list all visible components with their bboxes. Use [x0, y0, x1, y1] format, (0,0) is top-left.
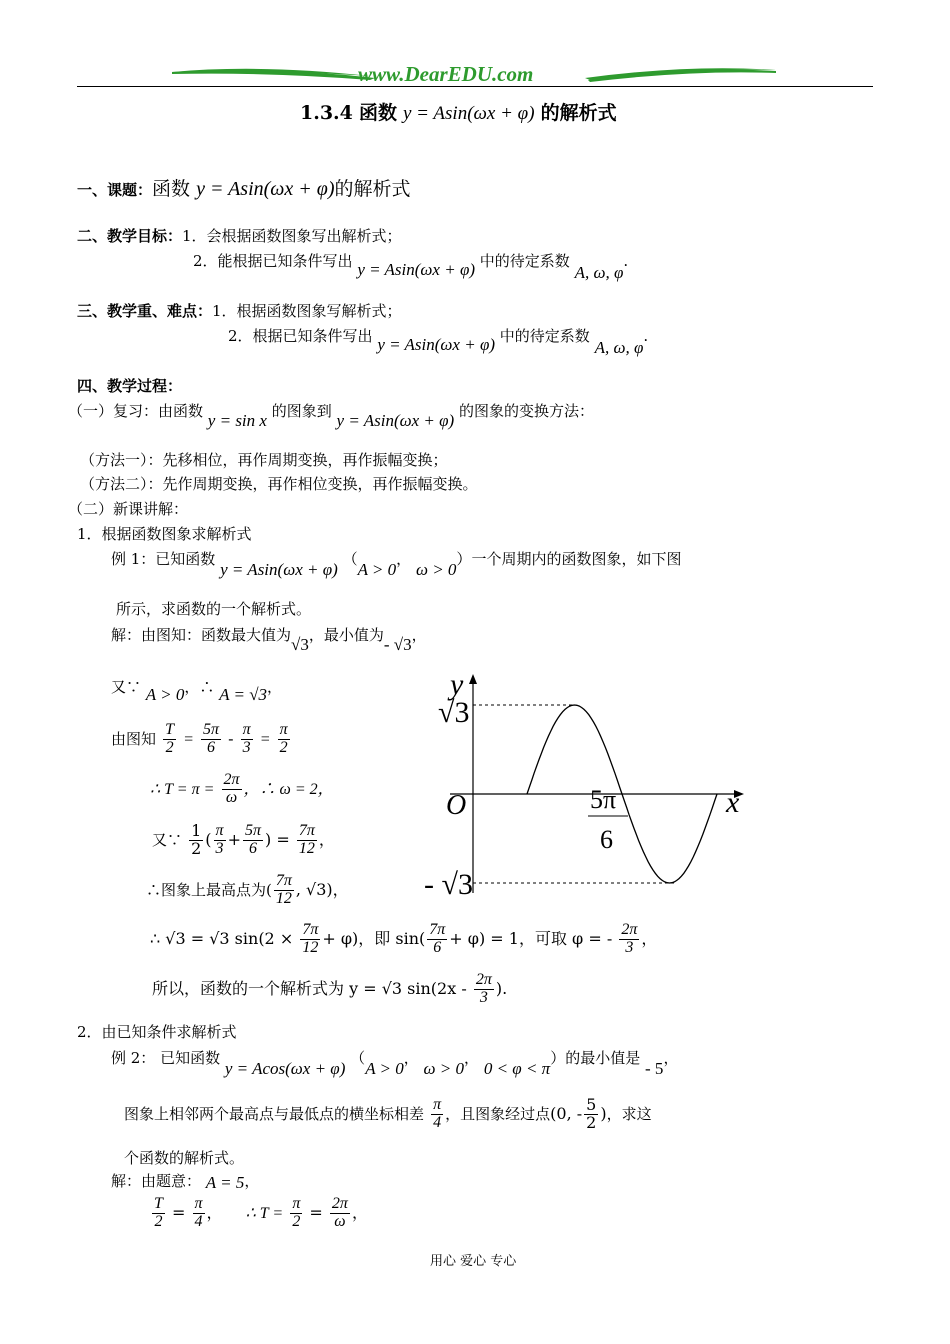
min-tick-label: - √3 — [424, 868, 473, 900]
ex1-frac — [214, 823, 226, 858]
frac-den: ω — [334, 1212, 346, 1230]
frac-num: T — [154, 1195, 163, 1212]
frac-num: π — [292, 1195, 301, 1212]
topic-text: 函数 — [152, 178, 191, 200]
example-2-line-2 — [124, 1097, 652, 1132]
ex1-text: 又∵ — [111, 678, 142, 696]
method-2: （方法二）：先作周期变换，再作相位变换，再作振幅变换。 — [80, 475, 478, 493]
ex2-frac — [152, 1196, 165, 1231]
title-suffix: 的解析式 — [540, 102, 617, 124]
frac-num: π — [215, 822, 224, 839]
ex1-max: √3 — [291, 635, 309, 654]
ex1-frac — [274, 873, 294, 908]
frac-den: 12 — [275, 889, 292, 907]
ex2-text: ， — [206, 1202, 223, 1222]
ex1-op: = — [183, 730, 194, 748]
ex1-math: ，∴ ω = 2， — [243, 780, 334, 798]
tick-numerator: 5π — [590, 785, 617, 814]
frac-num: 7π — [429, 921, 446, 938]
frac-den: 12 — [302, 938, 319, 956]
section-label: 二、教学目标： — [77, 227, 183, 245]
ex1-text: 解：由图知：函数最大值为 — [111, 626, 292, 644]
ex1-op: ) = — [264, 829, 290, 849]
ex2-frac — [584, 1097, 598, 1132]
ex2-math: (0, - — [550, 1103, 583, 1123]
frac-num: 2π — [223, 771, 240, 788]
ex1-frac — [243, 823, 263, 858]
goal-item: 1．会根据函数图象写出解析式； — [182, 227, 402, 245]
ex1-answer — [152, 972, 507, 1007]
frac-num: 2π — [621, 921, 638, 938]
frac-den: ω — [225, 788, 238, 806]
site-logo: www.DearEDU.com — [358, 62, 534, 86]
ex1-step-1 — [111, 676, 283, 704]
ex1-frac — [278, 722, 290, 757]
ex1-math: ∴ T = π = — [150, 780, 215, 798]
frac-num: T — [165, 721, 175, 738]
max-tick-label: √3 — [438, 696, 470, 729]
frac-num: 5 — [586, 1095, 597, 1114]
frac-den: 2 — [292, 1212, 301, 1230]
ex1-text: ∴图象上最高点为( — [146, 880, 272, 899]
ex1-frac — [241, 722, 253, 757]
ex1-text: 由图知 — [111, 729, 157, 748]
review-text: 的图象到 — [271, 402, 332, 420]
review-formula-2: y = Asin(ωx + φ) — [336, 411, 455, 430]
ex2-frac — [290, 1196, 302, 1231]
goal-item-2 — [193, 250, 629, 282]
ex1-frac — [427, 922, 447, 957]
ex1-frac — [201, 722, 221, 757]
header-rule — [77, 86, 873, 87]
ex1-frac — [300, 922, 320, 957]
ex2-cond: ω > 0 — [423, 1059, 465, 1078]
ex1-text: ， — [396, 550, 412, 568]
example-1-line-2: 所示，求函数的一个解析式。 — [116, 600, 312, 618]
frac-num: 1 — [191, 821, 202, 840]
ex1-frac — [619, 922, 639, 957]
ex2-op: = — [309, 1202, 323, 1222]
ex1-math: + φ) = 1，可取 φ = - — [449, 928, 613, 948]
new-lesson: （二）新课讲解： — [68, 500, 189, 518]
review-text: 的图象的变换方法： — [459, 402, 595, 420]
ex1-op: - — [228, 728, 234, 748]
frac-den: 2 — [165, 738, 174, 756]
ex1-text: ). — [495, 978, 508, 998]
frac-num: 7π — [302, 921, 319, 938]
ex2-math: ) — [600, 1103, 607, 1123]
ex1-op: ( — [205, 829, 212, 849]
ex1-step-3 — [150, 772, 334, 807]
section-label: 一、课题： — [77, 181, 153, 199]
ex1-step-2 — [111, 722, 292, 757]
ex1-text: ， — [641, 928, 658, 948]
ex1-text: ，最小值为 — [308, 626, 384, 644]
ex1-text: ， — [267, 678, 283, 696]
ex2-text: ， — [244, 1172, 260, 1190]
review-text: （一）复习：由函数 — [68, 402, 204, 420]
method-1: （方法一）：先移相位，再作周期变换，再作振幅变换； — [80, 451, 448, 469]
ex1-text: ， — [411, 626, 427, 644]
frac-den: 2 — [154, 1212, 163, 1230]
section-goals — [77, 225, 402, 246]
ex1-op: = — [259, 730, 271, 748]
review-line — [68, 400, 595, 430]
ex1-frac — [189, 823, 203, 858]
goal-formula: y = Asin(ωx + φ) — [357, 260, 476, 279]
ex2-text: ，求这 — [606, 1104, 652, 1123]
ex2-text: 解：由题意： — [111, 1172, 202, 1190]
ex2-text: ， — [403, 1049, 419, 1067]
frac-num: π — [242, 721, 251, 738]
ex1-frac — [474, 972, 494, 1007]
frac-den: 2 — [191, 838, 202, 858]
example-2-line-3: 个函数的解析式。 — [124, 1149, 245, 1167]
ex1-frac — [163, 722, 176, 757]
section-process: 四、教学过程： — [77, 377, 183, 395]
origin-label: O — [446, 790, 467, 821]
frac-den: 4 — [433, 1113, 442, 1131]
part-2-heading: 2．由已知条件求解析式 — [77, 1023, 237, 1041]
frac-num: π — [279, 721, 288, 738]
goal-text: 中的待定系数 — [479, 252, 570, 270]
ex2-frac — [431, 1097, 443, 1132]
review-formula-1: y = sin x — [207, 411, 267, 430]
frac-num: 5π — [244, 822, 261, 839]
ex1-step-5 — [146, 873, 349, 908]
ex1-math: 所以，函数的一个解析式为 y = √3 sin(2x - — [152, 978, 467, 998]
ex1-text: （ — [342, 550, 358, 568]
example-2-statement — [111, 1047, 679, 1078]
frac-num: π — [433, 1096, 442, 1113]
ex1-text: 例 1：已知函数 — [111, 550, 216, 568]
frac-den: 3 — [215, 839, 224, 857]
goal-text: 2．能根据已知条件写出 — [193, 252, 353, 270]
ex2-text: ， — [351, 1202, 368, 1222]
ex2-op: = — [172, 1202, 186, 1222]
section-keypoints — [77, 300, 402, 321]
ex2-text: ，且图象经过点 — [445, 1104, 551, 1123]
ex1-frac — [222, 772, 242, 807]
ex1-formula: y = Asin(ωx + φ) — [220, 560, 338, 579]
ex1-math: A = √3 — [219, 685, 268, 704]
ex2-text: ， — [464, 1049, 480, 1067]
frac-num: 7π — [298, 822, 315, 839]
title-prefix: 函数 — [358, 102, 397, 124]
frac-den: 3 — [242, 738, 251, 756]
y-axis-arrow — [469, 674, 477, 684]
ex2-text: 的最小值是 — [565, 1049, 641, 1067]
ex2-text: ） — [550, 1049, 566, 1067]
ex2-text: ， — [663, 1049, 679, 1067]
tick-denominator: 6 — [600, 825, 613, 854]
frac-num: 2π — [331, 1195, 348, 1212]
frac-den: 3 — [479, 988, 488, 1006]
ex2-text: （ — [350, 1049, 366, 1067]
keypoint-formula: y = Asin(ωx + φ) — [377, 335, 496, 354]
keypoint-item-2 — [228, 325, 649, 357]
ex2-text: 图象上相邻两个最高点与最低点的横坐标相差 — [124, 1104, 425, 1123]
topic-suffix: 的解析式 — [334, 178, 411, 200]
keypoint-text: 2．根据已知条件写出 — [228, 327, 373, 345]
ex2-frac — [330, 1196, 350, 1231]
ex1-math: ∴ √3 = √3 sin(2 × — [150, 928, 294, 948]
ex1-text: ，∴ — [184, 678, 215, 696]
ex2-formula: y = Acos(ωx + φ) — [224, 1059, 346, 1078]
x-axis-label: x — [726, 786, 740, 819]
ex1-math: + φ)，即 sin( — [322, 928, 426, 948]
section-label: 三、教学重、难点： — [77, 302, 213, 320]
frac-den: 3 — [625, 938, 634, 956]
section-topic — [77, 174, 411, 201]
frac-den: 4 — [194, 1212, 203, 1230]
ex2-cond: A > 0 — [365, 1059, 404, 1078]
goal-end: . — [623, 252, 629, 270]
ex1-frac — [297, 823, 317, 858]
ex2-math: A = 5 — [205, 1173, 245, 1192]
frac-den: 6 — [433, 938, 442, 956]
ex1-cond: A > 0 — [357, 560, 397, 579]
ex2-step — [150, 1196, 368, 1231]
keypoint-coef: A, ω, φ — [594, 338, 644, 357]
ex2-solution — [111, 1170, 259, 1191]
ex2-cond: 0 < φ < π — [483, 1059, 551, 1078]
ex1-solution — [111, 624, 427, 654]
frac-num: π — [194, 1195, 203, 1212]
frac-num: 5π — [203, 721, 220, 738]
topic-formula: y = Asin(ωx + φ) — [196, 178, 335, 200]
keypoint-item: 1．根据函数图象写解析式； — [212, 302, 402, 320]
frac-den: 6 — [207, 738, 215, 756]
part-1-heading: 1．根据函数图象求解析式 — [77, 525, 252, 543]
sine-graph — [420, 668, 760, 900]
goal-coef: A, ω, φ — [574, 263, 624, 282]
example-1-statement — [111, 548, 682, 579]
keypoint-text: 中的待定系数 — [499, 327, 590, 345]
ex2-text: 例 2： 已知函数 — [111, 1049, 221, 1067]
ex1-min: - √3 — [383, 635, 412, 654]
keypoint-end: . — [643, 327, 649, 345]
ex1-math: A > 0 — [145, 685, 185, 704]
ex1-step-4 — [152, 823, 335, 858]
ex1-cond: ω > 0 — [415, 560, 457, 579]
ex1-text: 又∵ — [152, 830, 183, 849]
ex2-frac — [193, 1196, 205, 1231]
frac-den: 12 — [298, 839, 315, 857]
frac-den: 2 — [279, 738, 288, 756]
ex1-text: , √3)， — [295, 879, 349, 899]
title-formula: y = Asin(ωx + φ) — [403, 103, 535, 124]
page-title — [300, 98, 617, 125]
ex1-op: + — [227, 829, 241, 849]
frac-num: 7π — [275, 872, 292, 889]
ex2-math: ∴ T = — [245, 1204, 284, 1222]
ex1-text: ， — [318, 829, 335, 849]
frac-den: 2 — [586, 1112, 597, 1132]
page-footer: 用心 爱心 专心 — [430, 1254, 517, 1269]
ex2-minval: - 5 — [645, 1059, 664, 1078]
frac-num: 2π — [475, 971, 492, 988]
y-axis-label: y — [450, 668, 464, 701]
ex1-text: 一个周期内的函数图象，如下图 — [471, 550, 682, 568]
title-number: 1.3.4 — [300, 102, 353, 124]
ex1-text: ） — [456, 550, 472, 568]
ex1-step-6 — [150, 922, 657, 957]
frac-den: 6 — [248, 839, 257, 857]
